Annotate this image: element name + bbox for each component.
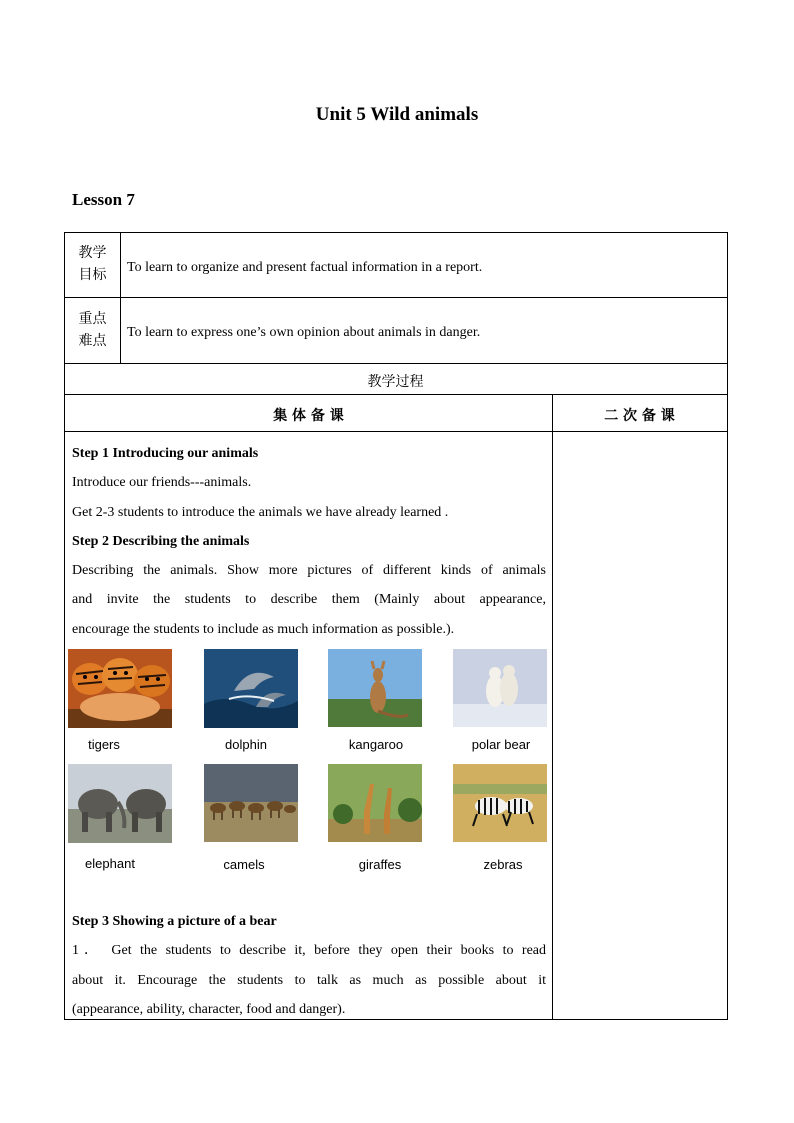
camels-photo xyxy=(204,764,298,842)
animal-caption: camels xyxy=(223,857,265,872)
label-column-divider xyxy=(120,233,121,363)
animal-caption: tigers xyxy=(88,737,120,752)
objectives-label-line1: 教学 xyxy=(78,245,107,261)
polar-bear-photo xyxy=(453,649,547,727)
animal-caption: zebras xyxy=(483,857,523,872)
key-points-text: To learn to express one’s own opinion about animals in danger. xyxy=(127,325,481,340)
column-divider xyxy=(552,394,553,1019)
step3-title: Step 3 Showing a picture of a bear xyxy=(72,914,277,929)
animal-caption: kangaroo xyxy=(348,737,404,752)
key-points-label xyxy=(65,308,120,352)
process-header: 教学过程 xyxy=(367,374,424,390)
tigers-photo xyxy=(68,649,172,728)
step2-line: Describing the animals. Show more pictures of different kinds of animals xyxy=(72,563,546,579)
step2-line: encourage the students to include as much information as possible.). xyxy=(72,621,455,637)
row-divider xyxy=(65,431,727,432)
lesson-content xyxy=(72,439,546,644)
lesson-plan-table xyxy=(64,232,728,1020)
zebras-photo xyxy=(453,764,547,842)
step2-title: Step 2 Describing the animals xyxy=(72,533,250,549)
animal-caption: dolphin xyxy=(225,737,267,752)
dolphin-photo xyxy=(204,649,298,728)
lesson-heading: Lesson 7 xyxy=(72,190,135,209)
step3-line: about it. Encourage the students to talk as much as possible about it xyxy=(72,972,546,988)
step2-line: and invite the students to describe them (Mainly about appearance, xyxy=(72,592,546,608)
key-points-label-line1: 重点 xyxy=(78,311,107,327)
step1-line: Introduce our friends---animals. xyxy=(72,475,252,491)
objectives-label xyxy=(65,242,120,286)
animal-caption: giraffes xyxy=(358,857,402,872)
row-divider xyxy=(65,363,727,364)
animal-caption: polar bear xyxy=(471,737,531,752)
kangaroo-photo xyxy=(328,649,422,727)
row-divider xyxy=(65,394,727,395)
step3-line: (appearance, ability, character, food and danger). xyxy=(72,1001,346,1017)
secondary-prep-header: 二 次 备 课 xyxy=(604,408,675,424)
step3-line: 1． Get the students to describe it, before they open their books to read xyxy=(72,943,546,959)
objectives-label-line2: 目标 xyxy=(78,267,107,283)
animal-caption: elephant xyxy=(85,856,135,871)
collective-prep-header: 集 体 备 课 xyxy=(273,408,344,424)
document-title: Unit 5 Wild animals xyxy=(315,104,479,125)
step3-content xyxy=(72,907,546,1024)
step1-title: Step 1 Introducing our animals xyxy=(72,446,259,461)
row-divider xyxy=(65,297,727,298)
giraffes-photo xyxy=(328,764,422,842)
key-points-label-line2: 难点 xyxy=(78,333,107,349)
objectives-text: To learn to organize and present factual information in a report. xyxy=(127,260,483,275)
step1-line: Get 2-3 students to introduce the animals we have already learned . xyxy=(72,504,449,520)
elephant-photo xyxy=(68,764,172,843)
